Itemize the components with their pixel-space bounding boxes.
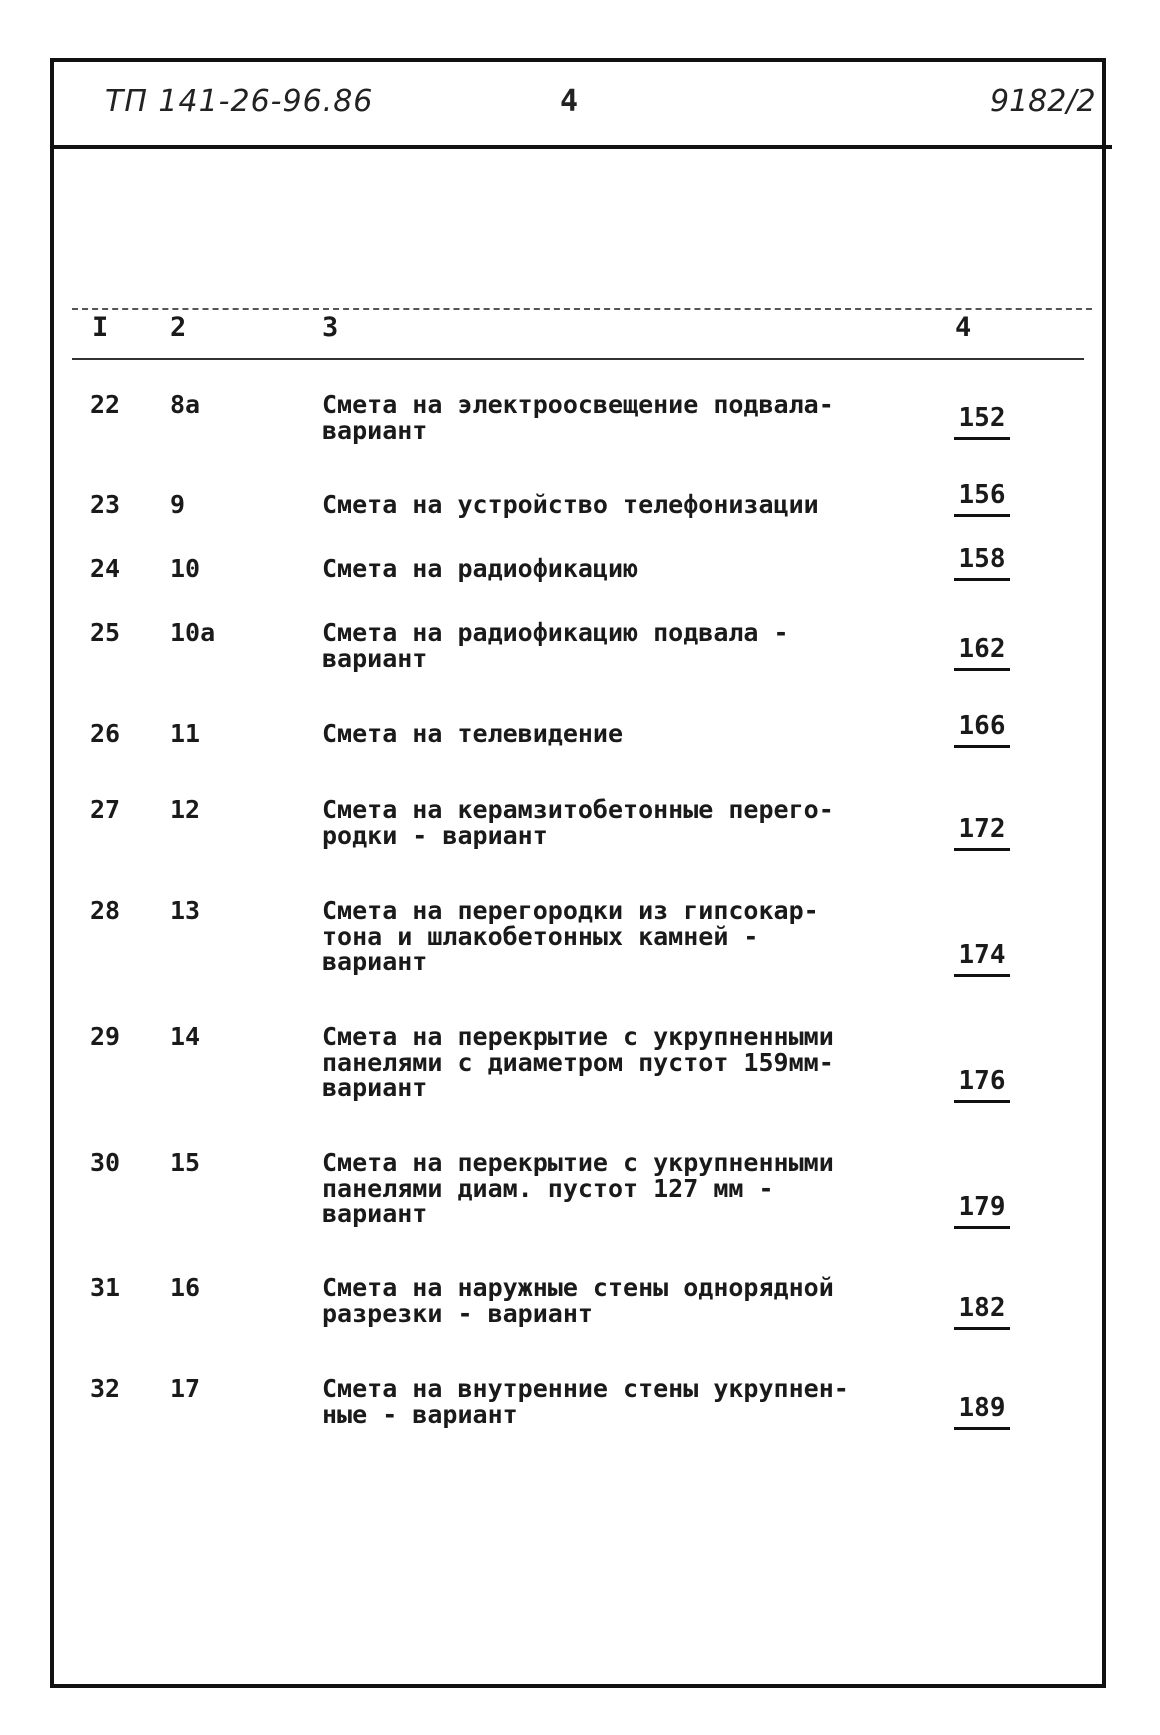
table-header-rule [72, 358, 1084, 360]
section-number: 10 [170, 554, 201, 583]
estimate-title: Смета на устройство телефонизации [322, 490, 819, 519]
row-number: 24 [90, 554, 121, 583]
section-number: 15 [170, 1148, 201, 1177]
page-reference: 152 [954, 406, 1010, 440]
section-number: 8a [170, 390, 201, 419]
header-divider [50, 145, 1112, 149]
estimate-title: Смета на электроосвещение подвала- вариант [322, 390, 834, 445]
estimate-title: Смета на телевидение [322, 719, 624, 748]
page-reference: 162 [954, 637, 1010, 671]
section-number: 9 [170, 490, 186, 519]
page-reference: 176 [954, 1069, 1010, 1103]
column-header-3: 3 [322, 312, 339, 343]
section-number: 13 [170, 896, 201, 925]
estimate-title: Смета на внутренние стены укрупнен- ные - вариант [322, 1374, 849, 1429]
page-number: 4 [560, 84, 579, 119]
estimate-title: Смета на перекрытие с укрупненными панелями с диаметром пустот 159мм- вариант [322, 1022, 834, 1102]
section-number: 10a [170, 618, 216, 647]
table-top-rule [72, 308, 1092, 310]
page-reference: 179 [954, 1195, 1010, 1229]
row-number: 26 [90, 719, 121, 748]
page-reference: 158 [954, 547, 1010, 581]
row-number: 28 [90, 896, 121, 925]
row-number: 31 [90, 1273, 121, 1302]
page-frame [50, 58, 1106, 1688]
section-number: 17 [170, 1374, 201, 1403]
row-number: 27 [90, 795, 121, 824]
document-code: ТП 141-26-96.86 [105, 84, 374, 119]
row-number: 32 [90, 1374, 121, 1403]
estimate-title: Смета на перегородки из гипсокар- тона и шлакобетонных камней - вариант [322, 896, 819, 976]
row-number: 22 [90, 390, 121, 419]
section-number: 14 [170, 1022, 201, 1051]
row-number: 30 [90, 1148, 121, 1177]
sheet-number: 9182/2 [990, 84, 1096, 119]
page-reference: 182 [954, 1296, 1010, 1330]
page-reference: 172 [954, 817, 1010, 851]
estimate-title: Смета на радиофикацию [322, 554, 639, 583]
column-header-4: 4 [955, 312, 972, 343]
section-number: 16 [170, 1273, 201, 1302]
column-header-1: I [92, 312, 109, 343]
row-number: 25 [90, 618, 121, 647]
section-number: 11 [170, 719, 201, 748]
row-number: 29 [90, 1022, 121, 1051]
estimate-title: Смета на наружные стены однорядной разрезки - вариант [322, 1273, 834, 1328]
page-reference: 166 [954, 714, 1010, 748]
page-reference: 189 [954, 1396, 1010, 1430]
estimate-title: Смета на радиофикацию подвала - вариант [322, 618, 789, 673]
column-header-2: 2 [170, 312, 187, 343]
section-number: 12 [170, 795, 201, 824]
row-number: 23 [90, 490, 121, 519]
page-reference: 156 [954, 483, 1010, 517]
page-reference: 174 [954, 943, 1010, 977]
estimate-title: Смета на керамзитобетонные перего- родки - вариант [322, 795, 834, 850]
estimate-title: Смета на перекрытие с укрупненными панелями диам. пустот 127 мм - вариант [322, 1148, 834, 1228]
